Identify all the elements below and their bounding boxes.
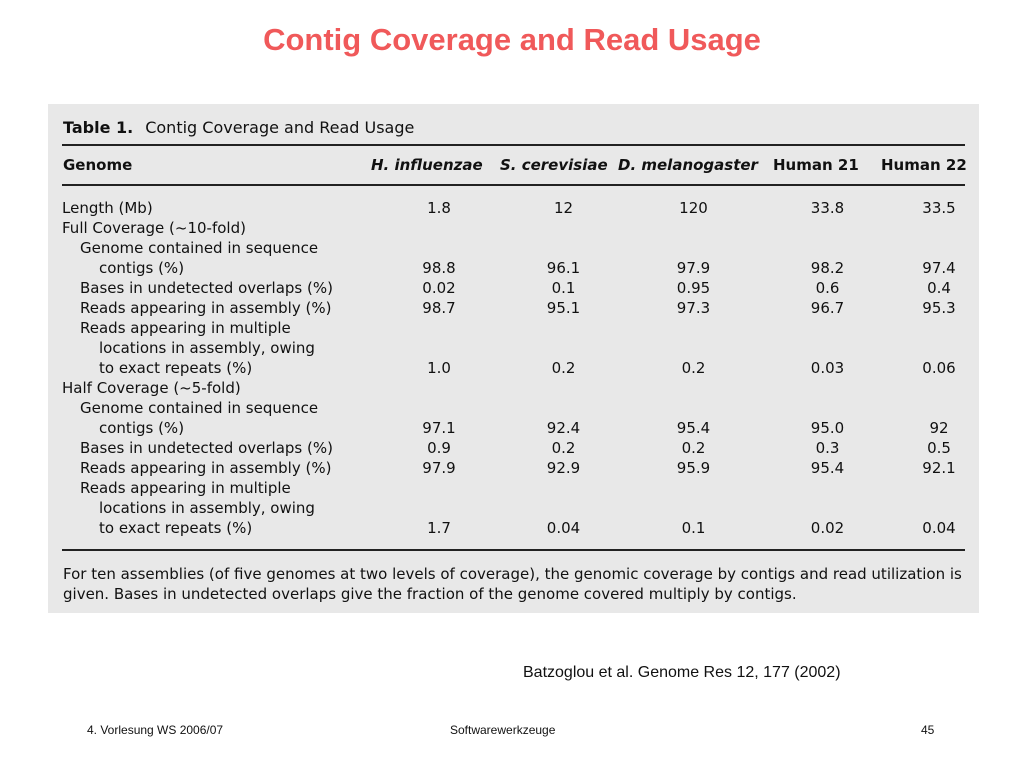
row-label: Bases in undetected overlaps (%) (80, 439, 333, 457)
table-cell: 97.4 (922, 259, 956, 277)
table-cell: 95.1 (546, 299, 581, 317)
table-cell: 0.95 (676, 279, 711, 297)
table-cell: 98.7 (422, 299, 456, 317)
citation: Batzoglou et al. Genome Res 12, 177 (2002) (523, 664, 841, 681)
table-caption-text: Contig Coverage and Read Usage (145, 118, 415, 137)
table-cell: 1.8 (427, 199, 451, 217)
table-cell: 0.2 (551, 439, 576, 457)
footer-lecture: 4. Vorlesung WS 2006/07 (87, 723, 224, 737)
table-header-rule (62, 184, 965, 186)
table-cell: 92.9 (546, 459, 581, 477)
table-row (62, 458, 972, 478)
row-label: Length (Mb) (62, 199, 153, 217)
table-cell: 0.04 (546, 519, 581, 537)
table-cell: 95.4 (676, 419, 711, 437)
table-row (62, 218, 972, 238)
table-cell: 0.1 (681, 519, 706, 537)
row-label: Reads appearing in assembly (%) (80, 459, 332, 477)
table-cell: 0.3 (815, 439, 840, 457)
table-row (62, 338, 972, 358)
row-label: Genome contained in sequence (80, 399, 319, 417)
column-header-human-21: Human 21 (773, 156, 859, 174)
table-row (62, 398, 972, 418)
column-header-s-cerevisiae: S. cerevisiae (500, 156, 608, 174)
table-cell: 0.02 (422, 279, 456, 297)
table-cell: 95.9 (676, 459, 711, 477)
row-label: contigs (%) (99, 419, 185, 437)
table-row (62, 478, 972, 498)
table-cell: 97.9 (676, 259, 711, 277)
column-header-genome: Genome (63, 156, 133, 174)
table-row (62, 258, 972, 278)
table-bottom-rule (62, 549, 965, 551)
table-figure (48, 104, 979, 613)
table-cell: 97.9 (422, 459, 456, 477)
column-header-human-22: Human 22 (881, 156, 967, 174)
table-cell: 0.6 (815, 279, 840, 297)
table-cell: 1.0 (427, 359, 451, 377)
table-row (62, 438, 972, 458)
table-row (62, 298, 972, 318)
table-cell: 96.7 (810, 299, 845, 317)
table-cell: 95.4 (810, 459, 845, 477)
table-cell: 97.1 (422, 419, 456, 437)
table-footnote: For ten assemblies (of five genomes at two levels of coverage), the genomic coverage by contigs and read utilization is given. Bases in undetected overlaps give the fraction of the genome covered multiply by contigs. (63, 565, 962, 603)
table-row (62, 238, 972, 258)
column-header-d-melanogaster: D. melanogaster (618, 156, 758, 174)
table-cell: 0.9 (427, 439, 451, 457)
table-top-rule (62, 144, 965, 146)
table-cell: 0.5 (927, 439, 951, 457)
table-cell: 95.0 (810, 419, 845, 437)
slide-title: Contig Coverage and Read Usage (263, 22, 761, 57)
table-cell: 95.3 (922, 299, 956, 317)
table-cell: 0.1 (551, 279, 576, 297)
table-cell: 1.7 (427, 519, 451, 537)
row-label: Reads appearing in assembly (%) (80, 299, 332, 317)
row-label: Full Coverage (~10-fold) (62, 219, 246, 237)
table-cell: 0.06 (922, 359, 956, 377)
row-label: to exact repeats (%) (99, 519, 253, 537)
table-cell: 96.1 (546, 259, 581, 277)
row-label: Half Coverage (~5-fold) (62, 379, 241, 397)
row-label: to exact repeats (%) (99, 359, 253, 377)
table-cell: 0.2 (681, 439, 706, 457)
row-label: Bases in undetected overlaps (%) (80, 279, 333, 297)
row-label: locations in assembly, owing (99, 339, 315, 357)
table-cell: 92.1 (922, 459, 956, 477)
table-cell: 98.2 (810, 259, 845, 277)
table-row (62, 198, 972, 218)
table-cell: 0.03 (810, 359, 845, 377)
table-row (62, 358, 972, 378)
table-cell: 120 (679, 199, 708, 217)
row-label: contigs (%) (99, 259, 185, 277)
row-label: locations in assembly, owing (99, 499, 315, 517)
table-row (62, 518, 972, 538)
table-cell: 33.5 (922, 199, 956, 217)
table-row (62, 318, 972, 338)
table-caption-number: Table 1. (63, 118, 134, 137)
table-cell: 98.8 (422, 259, 456, 277)
row-label: Genome contained in sequence (80, 239, 319, 257)
table-cell: 0.2 (681, 359, 706, 377)
table-body (62, 198, 972, 538)
row-label: Reads appearing in multiple (80, 479, 291, 497)
table-row (62, 498, 972, 518)
table-caption (63, 118, 414, 137)
table-cell: 92 (929, 419, 949, 437)
table-cell: 0.4 (927, 279, 951, 297)
table-row (62, 278, 972, 298)
table-cell: 0.04 (922, 519, 956, 537)
table-row (62, 378, 972, 398)
column-header-h-influenzae: H. influenzae (371, 156, 483, 174)
table-row (62, 418, 972, 438)
table-cell: 0.2 (551, 359, 576, 377)
table-cell: 0.02 (810, 519, 845, 537)
table-cell: 92.4 (546, 419, 581, 437)
table-cell: 33.8 (810, 199, 845, 217)
footer-course: Softwarewerkzeuge (450, 723, 556, 737)
table-cell: 97.3 (676, 299, 711, 317)
footer-page-number: 45 (921, 723, 935, 737)
table-cell: 12 (553, 199, 574, 217)
row-label: Reads appearing in multiple (80, 319, 291, 337)
